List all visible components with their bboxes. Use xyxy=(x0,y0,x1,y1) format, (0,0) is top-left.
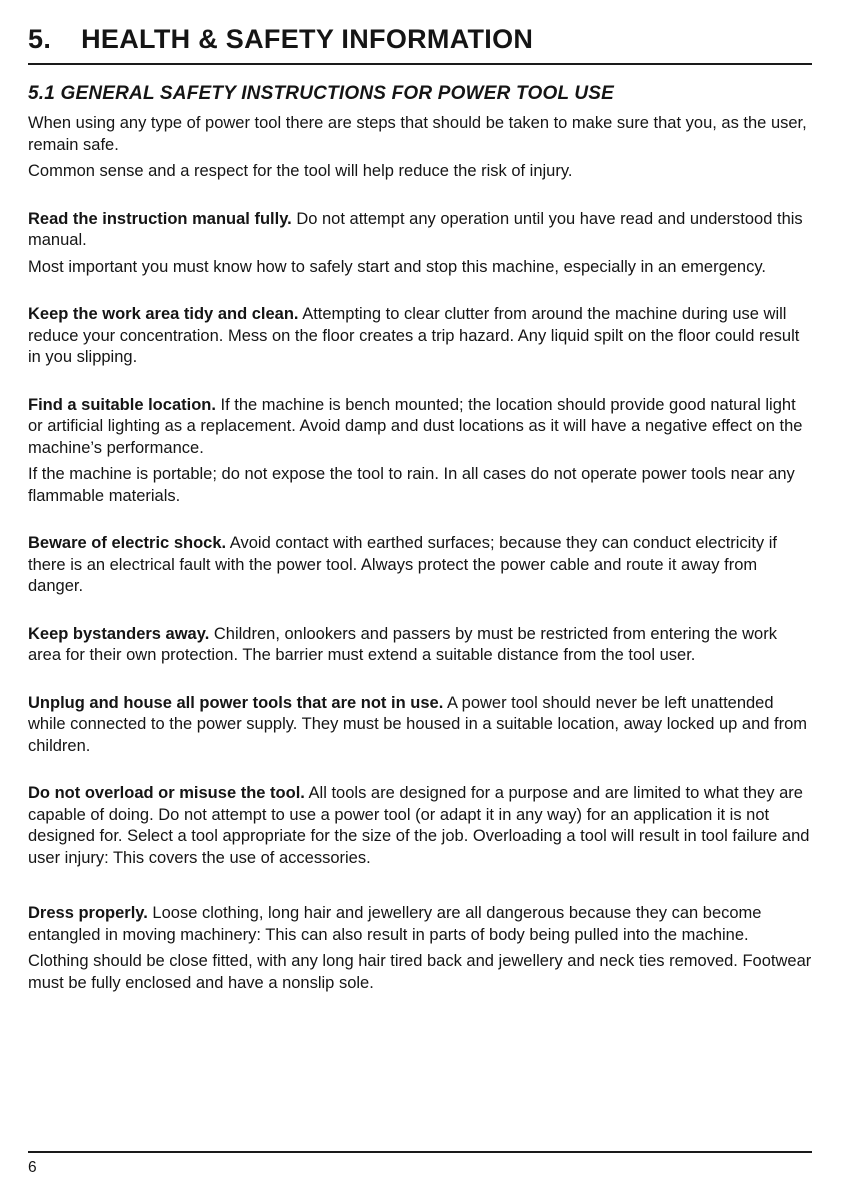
safety-block-unplug xyxy=(28,693,812,758)
chapter-header xyxy=(28,24,812,63)
block-paragraph xyxy=(28,783,812,869)
block-text: Attempting to clear clutter from around the machine during use will reduce your concentration. Mess on the floor creates a trip hazard. Any liquid spilt on the floor could result in you slipping. xyxy=(28,305,800,366)
block-paragraph xyxy=(28,395,812,460)
intro-paragraph: Common sense and a respect for the tool will help reduce the risk of injury. xyxy=(28,162,573,180)
block-lead: Do not overload or misuse the tool. xyxy=(28,784,305,802)
section-heading: 5.1 GENERAL SAFETY INSTRUCTIONS FOR POWER TOOL USE xyxy=(28,83,615,104)
block-paragraph xyxy=(28,533,812,598)
header-rule xyxy=(28,63,812,65)
safety-block-overload xyxy=(28,783,812,869)
chapter-number: 5. xyxy=(28,24,52,54)
block-lead: Dress properly. xyxy=(28,904,148,922)
chapter-title: HEALTH & SAFETY INFORMATION xyxy=(81,24,534,54)
block-paragraph: If the machine is portable; do not expose the tool to rain. In all cases do not operate power tools near any flammable materials. xyxy=(28,465,795,505)
block-text: A power tool should never be left unattended while connected to the power supply. They must be housed in a suitable location, away locked up and from children. xyxy=(28,693,808,755)
block-lead: Keep the work area tidy and clean. xyxy=(28,305,299,323)
page-number: 6 xyxy=(28,1159,37,1176)
block-paragraph xyxy=(28,624,812,667)
block-paragraph xyxy=(28,693,812,758)
safety-block-dress xyxy=(28,903,812,994)
block-text: Do not attempt any operation until you have read and understood this manual. xyxy=(28,209,803,249)
block-lead: Beware of electric shock. xyxy=(28,534,227,552)
safety-block-work-area xyxy=(28,304,812,369)
block-paragraph: Clothing should be close fitted, with any long hair tired back and jewellery and neck ties removed. Footwear must be fully enclosed and have a nonslip sole. xyxy=(28,952,812,992)
intro-paragraph: When using any type of power tool there are steps that should be taken to make sure that you, as the user, remain safe. xyxy=(28,114,807,154)
block-paragraph xyxy=(28,304,812,369)
block-text: If the machine is bench mounted; the location should provide good natural light or artificial lighting as a replacement. Avoid damp and dust locations as it will have a negative effect on the machine’s performance. xyxy=(28,395,803,457)
block-text: Loose clothing, long hair and jewellery are all dangerous because they can become entangled in moving machinery: This can also result in parts of body being pulled into the machine. xyxy=(28,904,762,944)
block-text: All tools are designed for a purpose and are limited to what they are capable of doing. Do not attempt to use a power tool (or adapt it in any way) for an application it is not designed for. Select a tool appropriate for the size of the job. Overloading a tool will result in tool failure and user injury: This covers the use of accessories. xyxy=(28,784,810,867)
block-lead: Keep bystanders away. xyxy=(28,624,210,643)
footer-rule xyxy=(28,1151,812,1153)
page-footer xyxy=(28,1151,812,1177)
block-paragraph: Most important you must know how to safely start and stop this machine, especially in an emergency. xyxy=(28,257,766,276)
block-lead: Read the instruction manual fully. xyxy=(28,209,292,228)
safety-block-read-manual xyxy=(28,209,812,279)
safety-block-electric-shock xyxy=(28,533,812,598)
block-text: Children, onlookers and passers by must be restricted from entering the work area for their own protection. The barrier must extend a suitable distance from the tool user. xyxy=(28,624,777,664)
intro-block xyxy=(28,113,812,183)
block-paragraph xyxy=(28,903,812,946)
safety-block-bystanders xyxy=(28,624,812,667)
safety-block-location xyxy=(28,395,812,508)
block-paragraph xyxy=(28,209,812,252)
block-lead: Find a suitable location. xyxy=(28,395,216,414)
block-lead: Unplug and house all power tools that are not in use. xyxy=(28,693,444,712)
block-text: Avoid contact with earthed surfaces; because they can conduct electricity if there is an electrical fault with the power tool. Always protect the power cable and route it away from danger. xyxy=(28,534,778,595)
